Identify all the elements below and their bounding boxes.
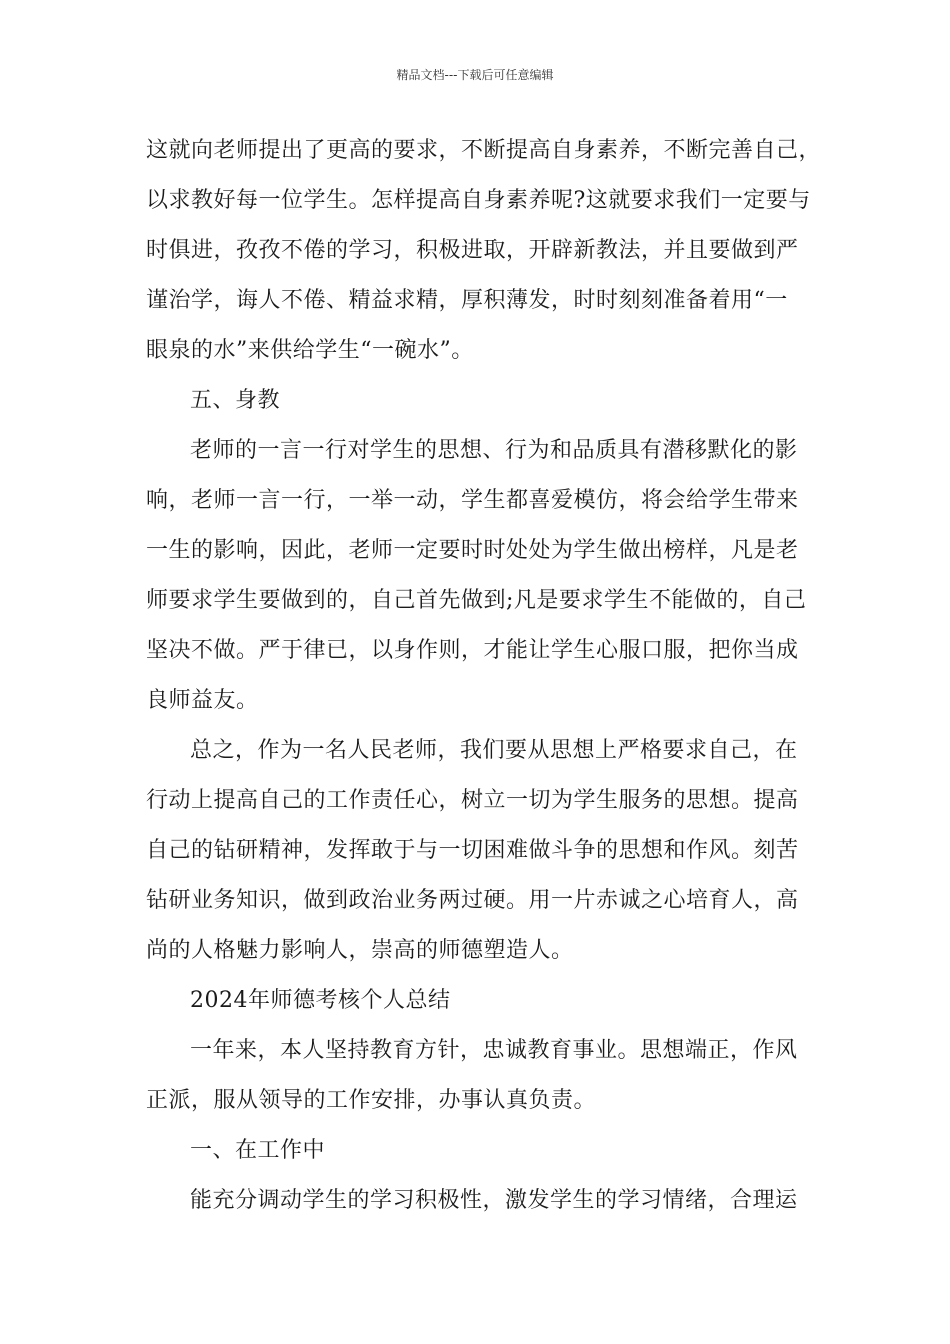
text-line: 尚的人格魅力影响人，崇高的师德塑造人。 [146,938,574,963]
page-header: 精品文档---下载后可任意编辑 [396,68,554,82]
text-line: 眼泉的水”来供给学生“一碗水”。 [146,338,474,363]
text-line: 自己的钻研精神，发挥敢于与一切困难做斗争的思想和作风。刻苦 [146,838,799,863]
text-line: 2024年师德考核个人总结 [190,988,451,1013]
text-line: 坚决不做。严于律已，以身作则，才能让学生心服口服，把你当成 [146,638,799,663]
text-line: 一、在工作中 [190,1138,326,1163]
text-line: 五、身教 [190,388,281,413]
text-line: 良师益友。 [146,688,259,713]
text-line: 一生的影响，因此，老师一定要时时处处为学生做出榜样，凡是老 [146,538,799,563]
text-line: 这就向老师提出了更高的要求，不断提高自身素养，不断完善自己， [146,138,822,163]
text-line: 一年来，本人坚持教育方针，忠诚教育事业。思想端正，作风 [190,1038,798,1063]
text-line: 钻研业务知识，做到政治业务两过硬。用一片赤诚之心培育人，高 [146,888,799,913]
text-line: 谨治学，诲人不倦、精益求精，厚积薄发，时时刻刻准备着用“一 [146,288,788,313]
document-body [146,129,822,1229]
text-line: 响，老师一言一行，一举一动，学生都喜爱模仿，将会给学生带来 [146,488,799,513]
text-line: 能充分调动学生的学习积极性，激发学生的学习情绪，合理运 [190,1188,798,1213]
text-line: 行动上提高自己的工作责任心，树立一切为学生服务的思想。提高 [146,788,799,813]
text-line: 老师的一言一行对学生的思想、行为和品质具有潜移默化的影 [190,438,798,463]
text-line: 总之，作为一名人民老师，我们要从思想上严格要求自己，在 [190,738,798,763]
text-line: 师要求学生要做到的，自己首先做到;凡是要求学生不能做的，自己 [146,588,807,613]
text-line: 时俱进，孜孜不倦的学习，积极进取，开辟新教法，并且要做到严 [146,238,799,263]
text-line: 正派，服从领导的工作安排，办事认真负责。 [146,1088,597,1113]
text-line: 以求教好每一位学生。怎样提高自身素养呢?这就要求我们一定要与 [146,188,811,213]
